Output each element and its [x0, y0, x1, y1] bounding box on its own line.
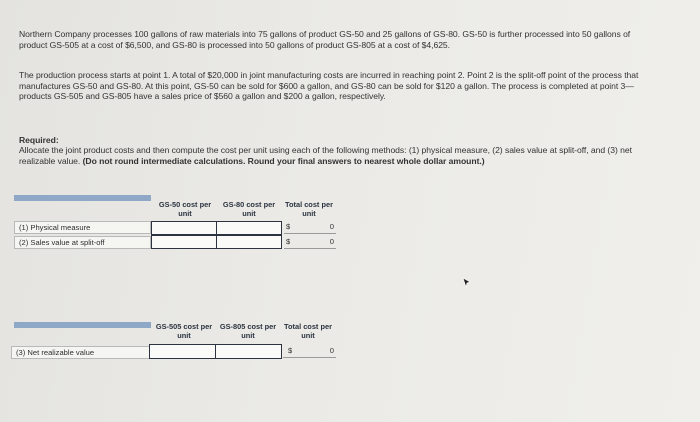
table1-row-label: (1) Physical measure [14, 221, 151, 234]
table2-col-total: Total cost per unit [284, 322, 332, 340]
table2-row-label: (3) Net realizable value [11, 346, 151, 359]
table1-col-total: Total cost per unit [285, 200, 333, 218]
table1-col-gs80: GS-80 cost per unit [222, 200, 276, 218]
table1-row-label: (2) Sales value at split-off [14, 236, 151, 249]
required-heading: Required: [19, 135, 59, 145]
gs50-physical-input[interactable] [151, 221, 217, 235]
table1-header-bar [14, 195, 151, 201]
gs80-physical-input[interactable] [216, 221, 282, 235]
instructions [19, 145, 649, 166]
currency-symbol: $ [288, 346, 293, 355]
physical-total [284, 221, 336, 234]
nrv-total-value: 0 [329, 346, 334, 355]
table2-header-bar [14, 322, 151, 328]
physical-total-value: 0 [329, 222, 334, 231]
problem-paragraph-1: Northern Company processes 100 gallons of raw materials into 75 gallons of product GS-50 and 25 gallons of GS-80. GS-50 is further processed into 50 gallons of product GS-505 at a cost of $6,500, and GS-80 is processed into 50 gallons of product GS-805 at a cost of $4,625. [19, 29, 631, 50]
gs805-nrv-input[interactable] [215, 344, 282, 359]
table2-col-gs805: GS-805 cost per unit [219, 322, 277, 340]
currency-symbol: $ [286, 237, 291, 246]
problem-paragraph-2: The production process starts at point 1. A total of $20,000 in joint manufacturing costs are incurred in reaching point 2. Point 2 is the split-off point of the process that manufactures GS-50 and GS-80. At this point, GS-50 can be sold for $600 a gallon, and GS-80 can be sold for $120 a gallon. The process is completed at point 3—products GS-505 and GS-805 have a sales price of $560 a gallon and $200 a gallon, respectively. [19, 70, 639, 102]
nrv-total [283, 345, 336, 358]
mouse-cursor-icon [462, 277, 472, 289]
sales-value-total [284, 236, 336, 249]
gs505-nrv-input[interactable] [149, 344, 216, 359]
sales-value-total-value: 0 [329, 237, 334, 246]
table1-col-gs50: GS-50 cost per unit [158, 200, 212, 218]
table2-col-gs505: GS-505 cost per unit [155, 322, 213, 340]
gs50-sales-value-input[interactable] [151, 235, 217, 249]
currency-symbol: $ [286, 222, 291, 231]
instructions-text: Allocate the joint product costs and then compute the cost per unit using each of the following methods: (1) physical measure, (2) sales value at split-off, and (3) net realizable value. [19, 145, 632, 166]
instructions-rounding-note: (Do not round intermediate calculations. Round your final answers to nearest whole dollar amount.) [82, 155, 485, 166]
gs80-sales-value-input[interactable] [216, 235, 282, 249]
